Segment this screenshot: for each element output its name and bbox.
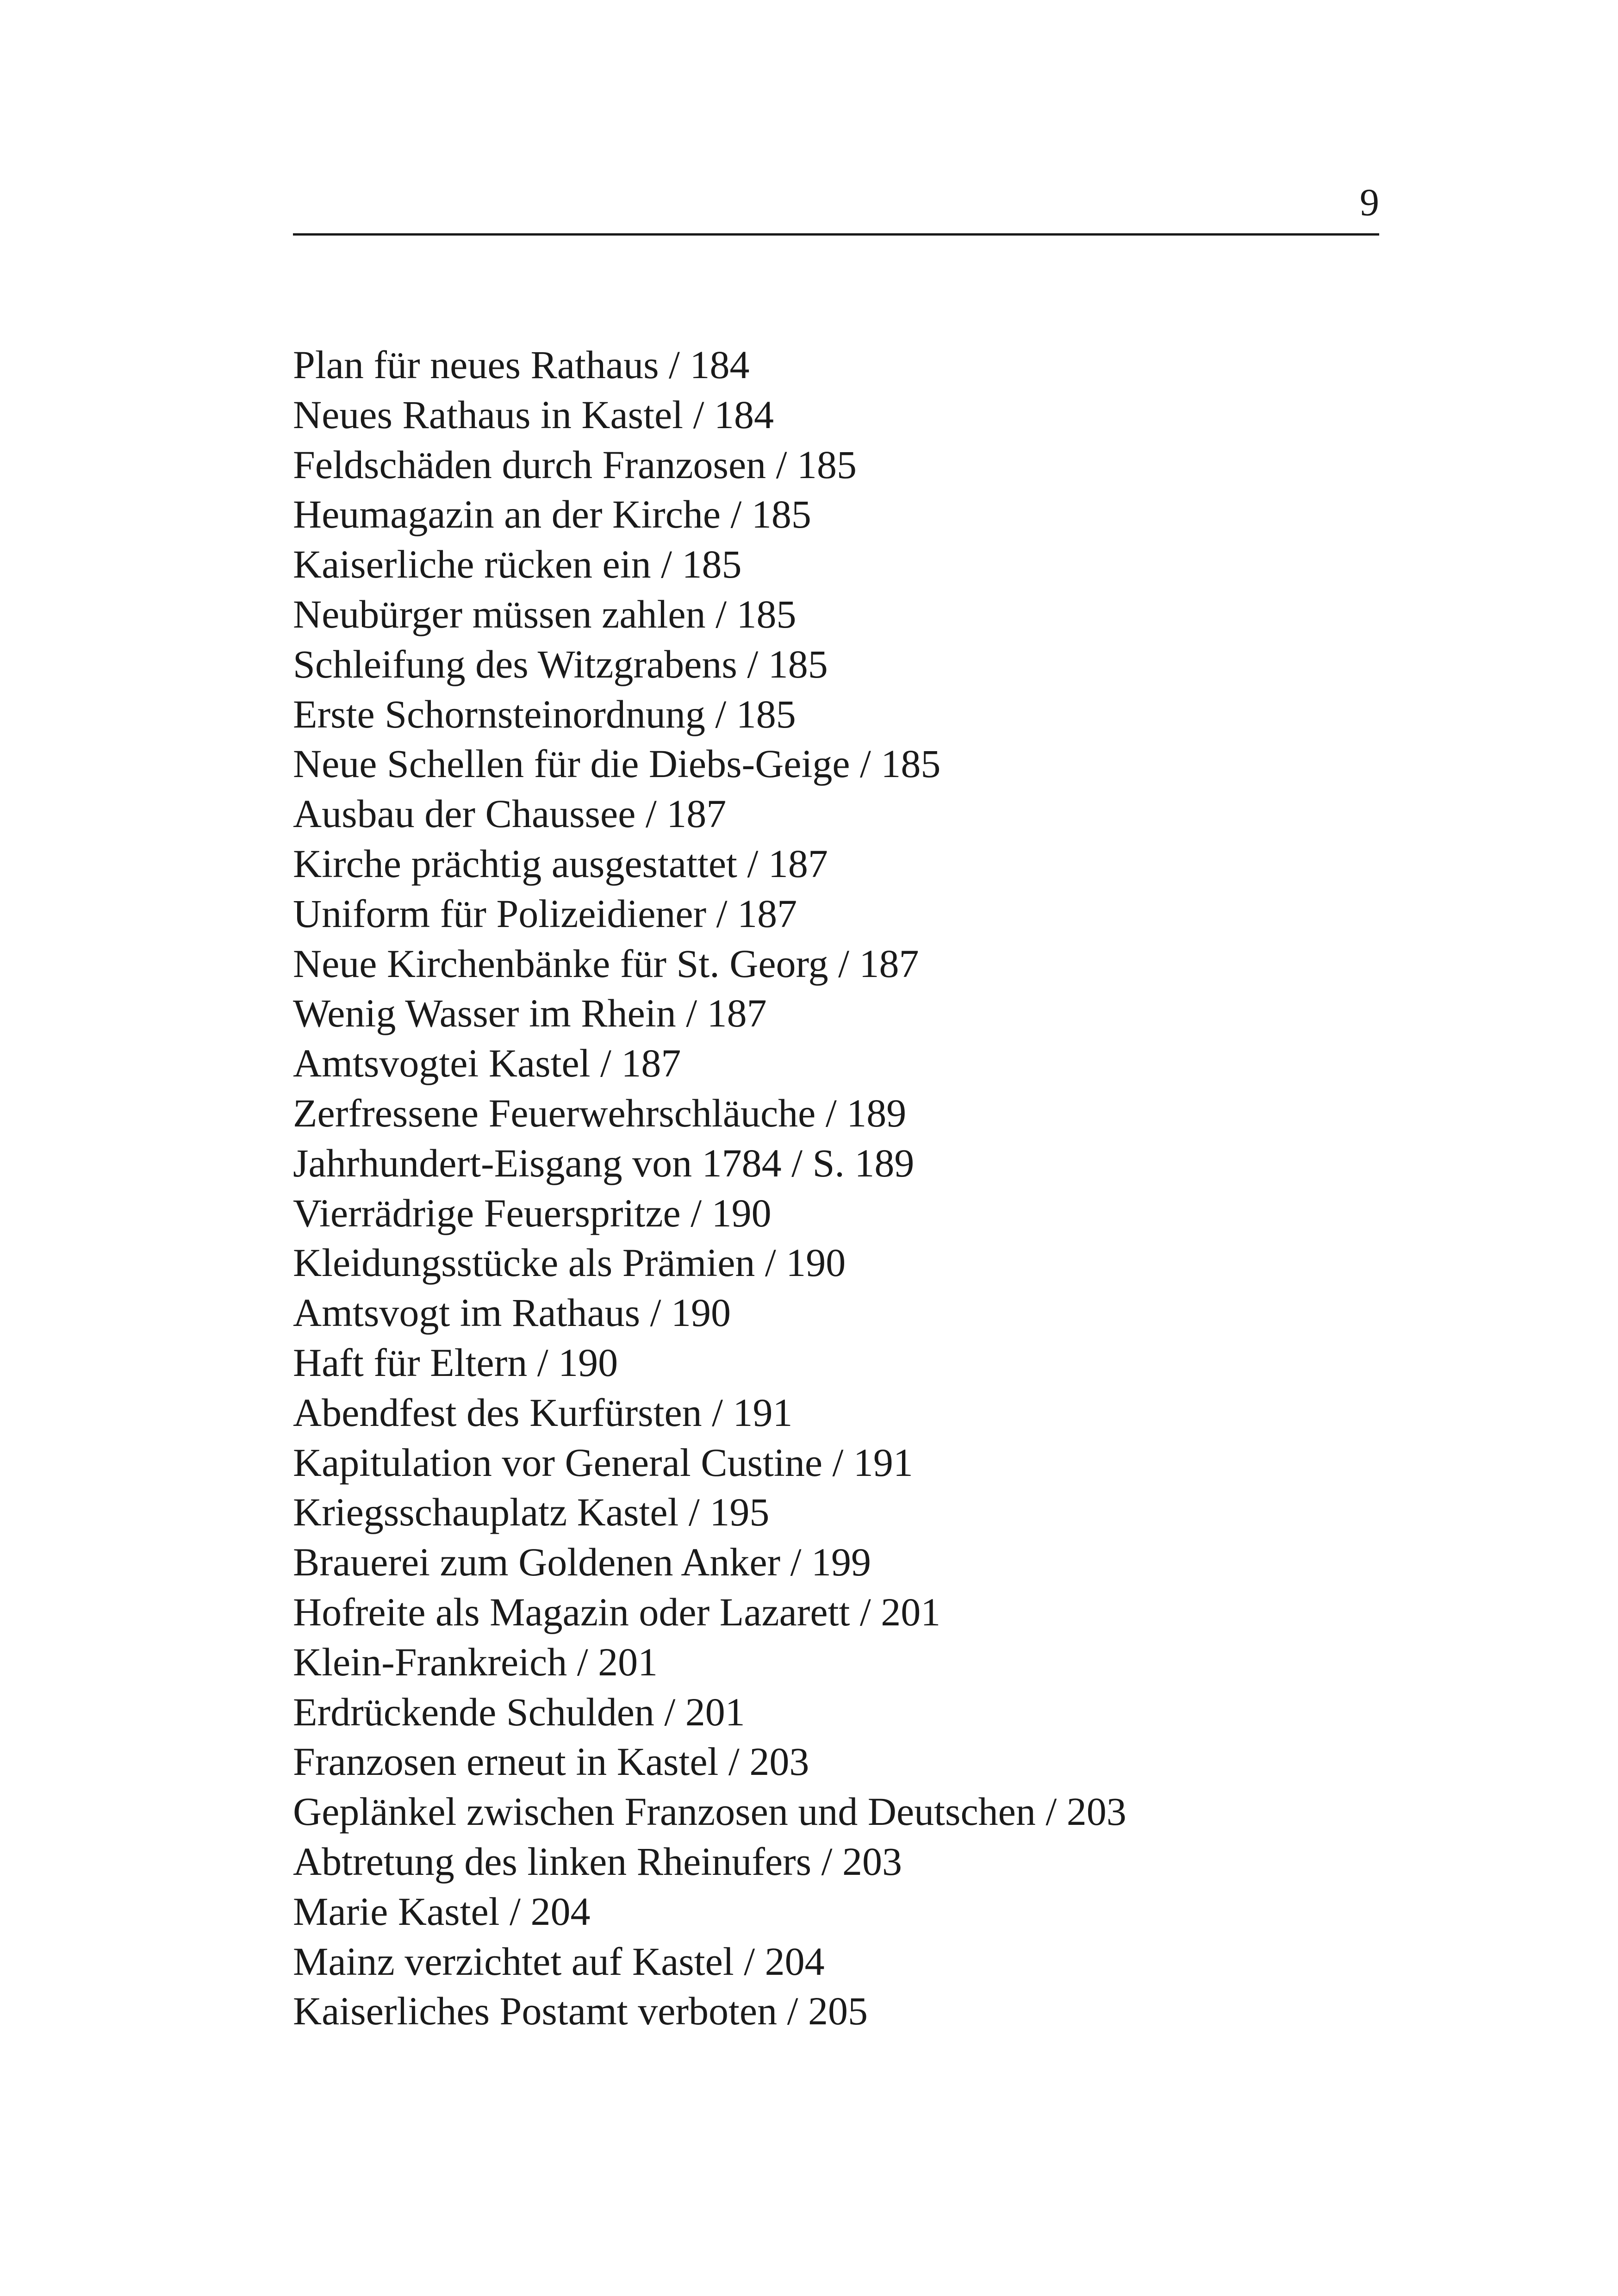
toc-entry: Kaiserliche rücken ein / 185 [293, 542, 742, 587]
toc-entry: Heumagazin an der Kirche / 185 [293, 492, 811, 537]
toc-list [293, 340, 1126, 2036]
toc-entry: Mainz verzichtet auf Kastel / 204 [293, 1939, 825, 1984]
toc-entry: Marie Kastel / 204 [293, 1889, 591, 1934]
toc-entry: Plan für neues Rathaus / 184 [293, 342, 750, 387]
toc-entry: Kleidungsstücke als Prämien / 190 [293, 1240, 846, 1285]
toc-entry: Ausbau der Chaussee / 187 [293, 791, 727, 836]
toc-entry: Schleifung des Witzgrabens / 185 [293, 641, 828, 686]
toc-entry: Brauerei zum Goldenen Anker / 199 [293, 1540, 871, 1585]
toc-entry: Abtretung des linken Rheinufers / 203 [293, 1839, 902, 1884]
toc-entry: Franzosen erneut in Kastel / 203 [293, 1739, 809, 1784]
toc-entry: Abendfest des Kurfürsten / 191 [293, 1390, 793, 1435]
toc-entry: Erdrückende Schulden / 201 [293, 1689, 745, 1734]
toc-entry: Geplänkel zwischen Franzosen und Deutschen / 203 [293, 1789, 1126, 1834]
toc-entry: Erste Schornsteinordnung / 185 [293, 691, 796, 736]
toc-entry: Zerfressene Feuerwehrschläuche / 189 [293, 1090, 907, 1135]
toc-entry: Jahrhundert-Eisgang von 1784 / S. 189 [293, 1140, 915, 1185]
toc-entry: Kapitulation vor General Custine / 191 [293, 1440, 913, 1485]
toc-entry: Hofreite als Magazin oder Lazarett / 201 [293, 1589, 941, 1634]
header-rule [293, 233, 1379, 236]
toc-entry: Haft für Eltern / 190 [293, 1340, 618, 1385]
toc-entry: Feldschäden durch Franzosen / 185 [293, 442, 857, 487]
page-number: 9 [1360, 181, 1379, 224]
toc-entry: Neues Rathaus in Kastel / 184 [293, 392, 774, 437]
toc-entry: Amtsvogt im Rathaus / 190 [293, 1290, 731, 1335]
toc-entry: Kriegsschauplatz Kastel / 195 [293, 1490, 770, 1535]
toc-entry: Vierrädrige Feuerspritze / 190 [293, 1190, 772, 1235]
toc-entry: Amtsvogtei Kastel / 187 [293, 1041, 681, 1086]
toc-entry: Neubürger müssen zahlen / 185 [293, 591, 797, 636]
toc-entry: Neue Kirchenbänke für St. Georg / 187 [293, 941, 919, 986]
toc-entry: Kaiserliches Postamt verboten / 205 [293, 1989, 868, 2034]
toc-entry: Uniform für Polizeidiener / 187 [293, 891, 797, 936]
toc-entry: Wenig Wasser im Rhein / 187 [293, 991, 767, 1036]
toc-entry: Klein-Frankreich / 201 [293, 1639, 658, 1684]
toc-entry: Neue Schellen für die Diebs-Geige / 185 [293, 741, 941, 786]
toc-entry: Kirche prächtig ausgestattet / 187 [293, 841, 828, 886]
